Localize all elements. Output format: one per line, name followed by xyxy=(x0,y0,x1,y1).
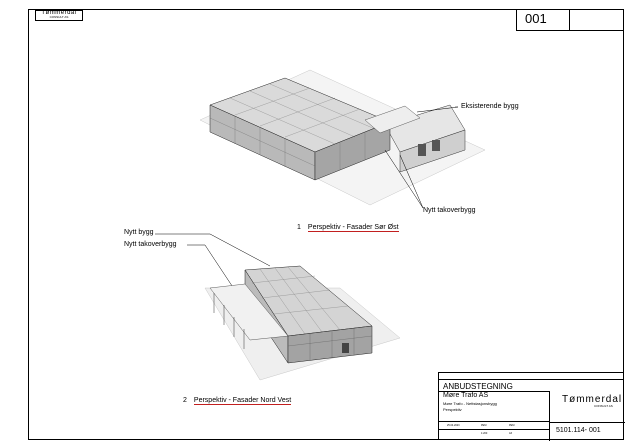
view-1-number: 1 xyxy=(297,224,301,231)
perspective-view-2-drawing xyxy=(110,228,410,383)
view-2-title xyxy=(183,397,291,405)
firm-name: Tømmerdal xyxy=(562,394,623,405)
sheet-number-box xyxy=(516,9,624,31)
title-block xyxy=(438,372,624,440)
drawing-number: 5101.114- 001 xyxy=(556,427,601,434)
sheet-number-divider xyxy=(569,9,570,30)
perspective-view-1-drawing xyxy=(190,60,490,210)
sheet-number: 001 xyxy=(525,11,547,26)
company-logo xyxy=(35,10,83,21)
project-name: Møre Trafo AS xyxy=(443,392,489,399)
callout-new-roof-1: Nytt takoverbygg xyxy=(423,207,476,214)
drawing-stage: ANBUDSTEGNING xyxy=(443,382,513,391)
title-block-header xyxy=(439,373,624,380)
callout-existing-building: Eksisterende bygg xyxy=(461,103,519,110)
drawn-by: PEM xyxy=(481,424,487,427)
drawing-number-box xyxy=(549,422,625,441)
callout-new-building: Nytt bygg xyxy=(124,229,154,236)
view-2-title-text: Perspektiv - Fasader Nord Vest xyxy=(193,397,292,404)
drawing-scale: 1:200 xyxy=(481,432,488,435)
checked-by: PEM xyxy=(509,424,515,427)
view-2-number: 2 xyxy=(183,397,187,404)
firm-subtitle: CONSULT AS xyxy=(594,404,613,408)
view-1-title-text: Perspektiv - Fasader Sør Øst xyxy=(307,224,399,231)
callout-new-roof-2: Nytt takoverbygg xyxy=(124,241,177,248)
drawing-date: 25.04.2023 xyxy=(447,424,460,427)
logo-subtext: CONSULT AS xyxy=(49,15,69,19)
logo-text: Tømmerdal xyxy=(41,10,77,16)
paper-format: A3 xyxy=(509,432,513,435)
project-subtitle: Møre Trafo - Nettstasjonsbygg xyxy=(443,401,497,406)
drawing-description: Perspektiv xyxy=(443,407,462,412)
